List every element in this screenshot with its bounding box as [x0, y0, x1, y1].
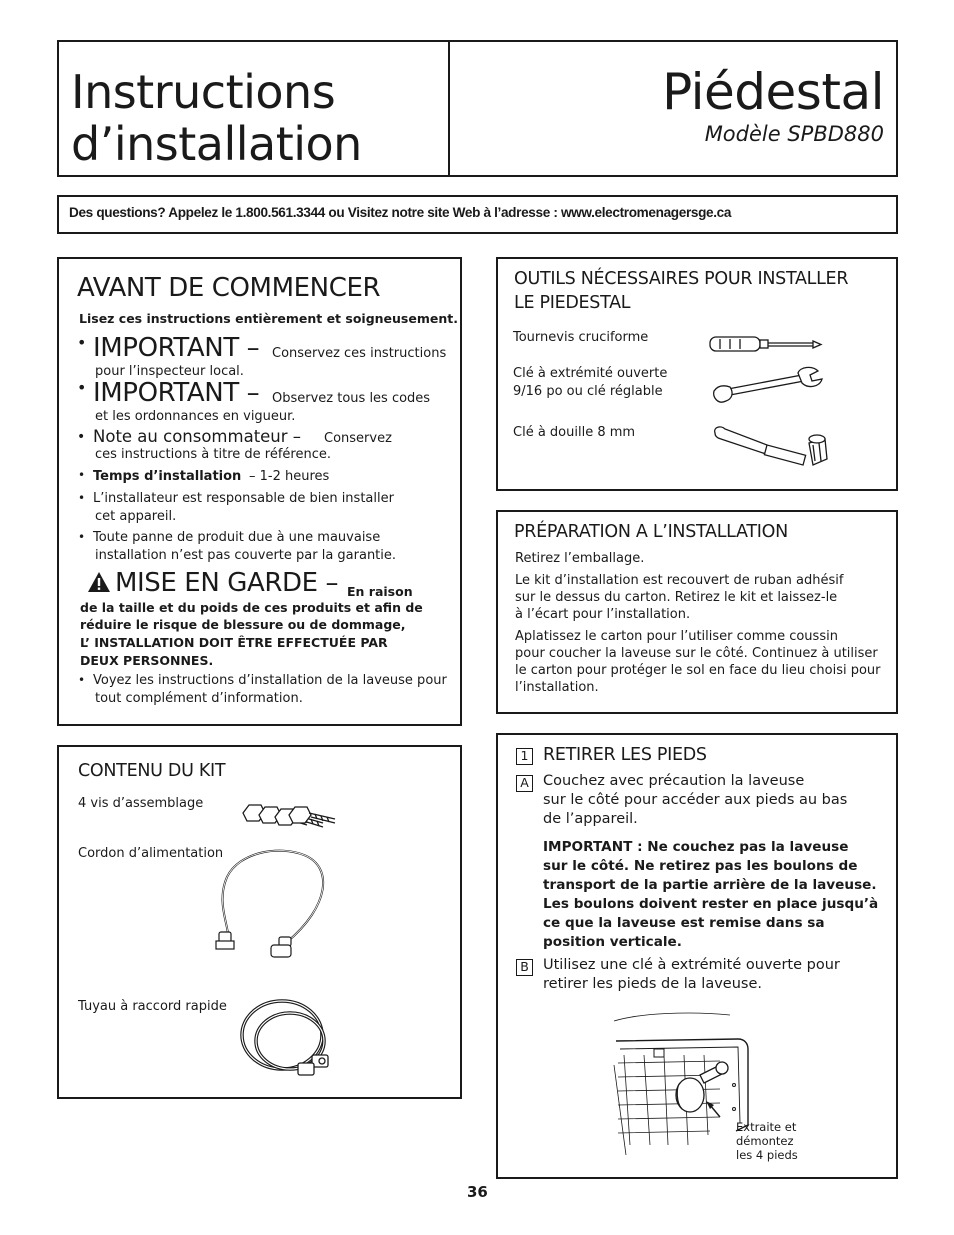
caption-line-1: Extraite et	[736, 1120, 797, 1134]
title-line-1: Instructions	[71, 65, 336, 119]
hose-icon	[234, 995, 344, 1077]
tool-screwdriver: Tournevis cruciforme	[513, 330, 649, 345]
product-title: Piédestal	[662, 63, 884, 121]
header-right-box	[448, 40, 898, 177]
substep-b-line-2: retirer les pieds de la laveuse.	[543, 976, 762, 992]
screwdriver-icon	[708, 333, 828, 357]
important-label-2: IMPORTANT –	[93, 378, 260, 408]
kit-section	[57, 745, 462, 1099]
tool-wrench-line-1: Clé à extrémité ouverte	[513, 366, 668, 381]
header-left-box	[57, 40, 449, 177]
substep-b-line-1: Utilisez une clé à extrémité ouverte pour	[543, 957, 840, 973]
step-1-title: RETIRER LES PIEDS	[543, 745, 707, 765]
resp-line-2: cet appareil.	[95, 509, 177, 524]
bullet-dot: •	[78, 530, 86, 544]
substep-a-badge: A	[516, 775, 533, 792]
note-label: Note au consommateur –	[93, 427, 302, 446]
warning-line-2: sur le côté. Ne retirez pas les boulons de	[543, 858, 858, 874]
important-text-2: Observez tous les codes	[272, 391, 431, 406]
kit-item-screws: 4 vis d’assemblage	[78, 796, 204, 811]
avant-subtitle: Lisez ces instructions entièrement et soigneusement.	[79, 311, 458, 326]
prep-p2-line-1: Le kit d’installation est recouvert de ruban adhésif	[515, 573, 844, 588]
bullet-dot: •	[78, 468, 86, 482]
outils-title-line-2: LE PIEDESTAL	[514, 293, 631, 313]
questions-text: Des questions? Appelez le 1.800.561.3344 ou Visitez notre site Web à l’adresse : www.electromenagersge.ca	[69, 205, 732, 220]
voyez-line-2: tout complément d’information.	[95, 691, 303, 706]
bullet-dot: •	[78, 491, 86, 505]
important-text-1: Conservez ces instructions	[272, 346, 447, 361]
page-number: 36	[467, 1183, 488, 1201]
temps-label: Temps d’installation	[93, 469, 242, 484]
step-number-badge: 1	[516, 748, 533, 765]
substep-a-line-1: Couchez avec précaution la laveuse	[543, 773, 805, 789]
resp-line-1: L’installateur est responsable de bien installer	[93, 491, 394, 506]
kit-item-cord: Cordon d’alimentation	[78, 846, 224, 861]
outils-title-line-1: OUTILS NÉCESSAIRES POUR INSTALLER	[514, 269, 849, 289]
bullet-dot: •	[77, 429, 86, 445]
socket-wrench-icon	[713, 425, 833, 475]
bullet-dot: •	[78, 673, 86, 687]
voyez-line-1: Voyez les instructions d’installation de la laveuse pour	[93, 673, 447, 688]
prep-p3-line-1: Aplatissez le carton pour l’utiliser comme coussin	[515, 629, 838, 644]
questions-box	[57, 195, 898, 234]
mise-text-2: de la taille et du poids de ces produits et afin de	[80, 600, 423, 615]
screws-icon	[241, 799, 341, 833]
important-cont-1: pour l’inspecteur local.	[95, 364, 244, 379]
warning-line-3: transport de la partie arrière de la laveuse.	[543, 877, 877, 893]
avant-title: AVANT DE COMMENCER	[77, 273, 381, 303]
bullet-dot: •	[77, 378, 87, 397]
mise-text-1: En raison	[347, 584, 413, 599]
panne-line-1: Toute panne de produit due à une mauvaise	[93, 530, 381, 545]
warning-line-5: ce que la laveuse est remise dans sa	[543, 915, 825, 931]
temps-text: – 1-2 heures	[249, 469, 330, 484]
bullet-dot: •	[77, 333, 87, 352]
wrench-icon	[710, 367, 828, 405]
prep-p2-line-3: à l’écart pour l’installation.	[515, 607, 691, 622]
prep-p3-line-4: l’installation.	[515, 680, 599, 695]
important-cont-2: et les ordonnances en vigueur.	[95, 409, 296, 424]
outils-section	[496, 257, 898, 491]
substep-a-line-3: de l’appareil.	[543, 811, 638, 827]
note-text: Conservez	[324, 431, 392, 446]
mise-text-4: L’ INSTALLATION DOIT ÊTRE EFFECTUÉE PAR	[80, 635, 388, 650]
kit-title: CONTENU DU KIT	[78, 761, 226, 781]
tool-socket: Clé à douille 8 mm	[513, 425, 636, 440]
mise-text-5: DEUX PERSONNES.	[80, 653, 214, 668]
prep-title: PRÉPARATION A L’INSTALLATION	[514, 522, 788, 542]
kit-item-hose: Tuyau à raccord rapide	[78, 999, 227, 1014]
note-cont: ces instructions à titre de référence.	[95, 447, 331, 462]
prep-p1: Retirez l’emballage.	[515, 551, 645, 566]
prep-p3-line-2: pour coucher la laveuse sur le côté. Continuez à utiliser	[515, 646, 878, 661]
caption-line-3: les 4 pieds	[736, 1148, 798, 1162]
tool-wrench-line-2: 9/16 po ou clé réglable	[513, 384, 663, 399]
caption-line-2: démontez	[736, 1134, 794, 1148]
model-number: Modèle SPBD880	[704, 122, 884, 146]
step-1-section	[496, 733, 898, 1179]
mise-en-garde-label: MISE EN GARDE –	[115, 568, 339, 598]
important-label-1: IMPORTANT –	[93, 333, 260, 363]
warning-line-4: Les boulons doivent rester en place jusqu’à	[543, 896, 879, 912]
warning-line-6: position verticale.	[543, 934, 682, 950]
warning-line-1: IMPORTANT : Ne couchez pas la laveuse	[543, 839, 849, 855]
title-line-2: d’installation	[71, 117, 362, 171]
prep-p2-line-2: sur le dessus du carton. Retirez le kit et laissez-le	[515, 590, 838, 605]
preparation-section	[496, 510, 898, 714]
substep-b-badge: B	[516, 959, 533, 976]
warning-icon	[87, 571, 111, 593]
substep-a-line-2: sur le côté pour accéder aux pieds au bas	[543, 792, 848, 808]
prep-p3-line-3: le carton pour protéger le sol en face du lieu choisi pour	[515, 663, 881, 678]
mise-text-3: réduire le risque de blessure ou de dommage,	[80, 617, 406, 632]
power-cord-icon	[209, 847, 334, 967]
avant-section	[57, 257, 462, 726]
panne-line-2: installation n’est pas couverte par la garantie.	[95, 548, 397, 563]
